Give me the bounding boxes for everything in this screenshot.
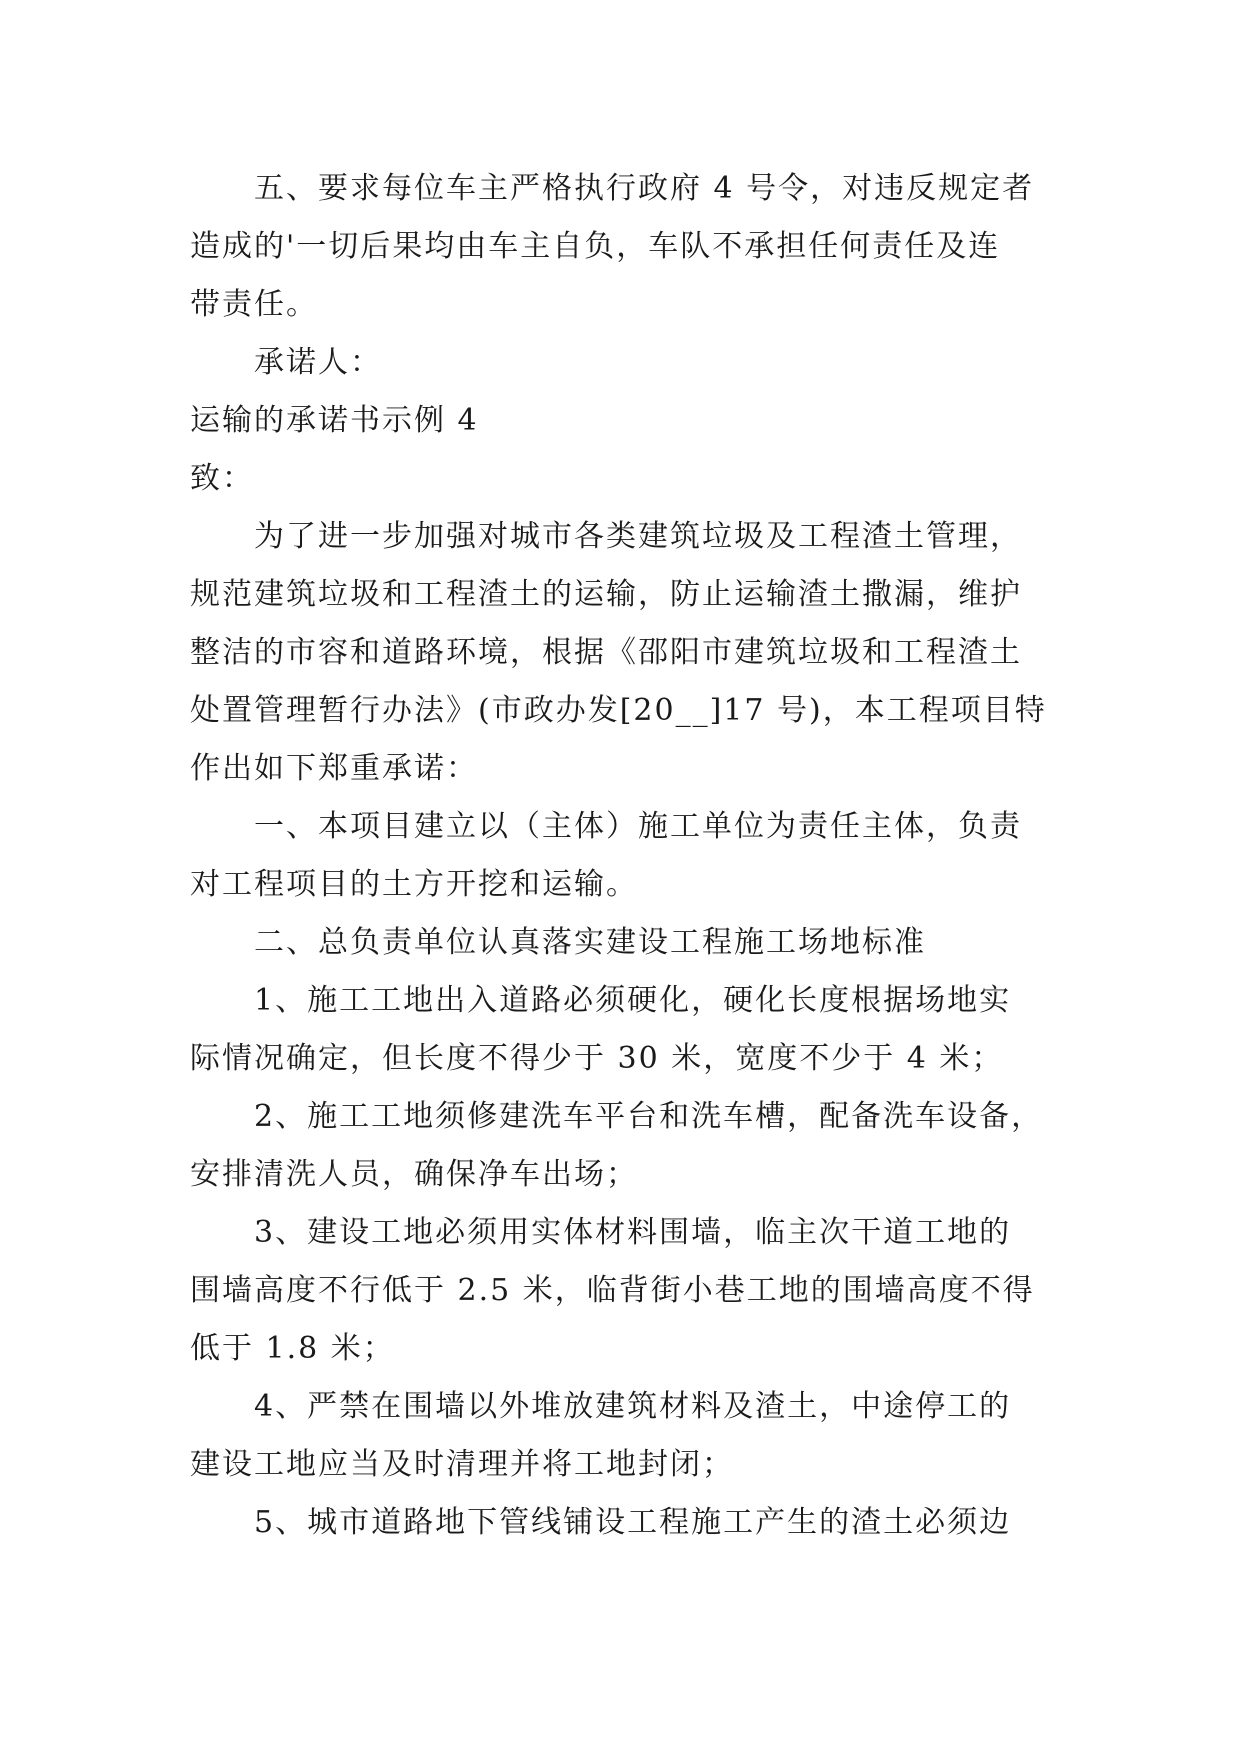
- list-item-line: 建设工地应当及时清理并将工地封闭；: [190, 1447, 734, 1482]
- list-item-line: 1、施工工地出入道路必须硬化，硬化长度根据场地实: [254, 983, 1012, 1018]
- signature-label: 承诺人：: [254, 345, 382, 380]
- list-item-line: 围墙高度不行低于 2.5 米，临背街小巷工地的围墙高度不得: [190, 1273, 1035, 1308]
- paragraph-line: 五、要求每位车主严格执行政府 4 号令，对违反规定者: [254, 171, 1035, 206]
- paragraph-line: 对工程项目的土方开挖和运输。: [190, 867, 638, 902]
- paragraph-line: 二、总负责单位认真落实建设工程施工场地标准: [254, 925, 926, 960]
- list-item-line: 际情况确定，但长度不得少于 30 米，宽度不少于 4 米；: [190, 1041, 1004, 1076]
- paragraph-line: 带责任。: [190, 287, 318, 322]
- paragraph-line: 作出如下郑重承诺：: [190, 751, 478, 786]
- paragraph-line: 一、本项目建立以（主体）施工单位为责任主体，负责: [254, 809, 1022, 844]
- paragraph-line: 整洁的市容和道路环境，根据《邵阳市建筑垃圾和工程渣土: [190, 635, 1022, 670]
- list-item-line: 5、城市道路地下管线铺设工程施工产生的渣土必须边: [254, 1505, 1012, 1540]
- paragraph-line: 处置管理暂行办法》(市政办发[20__]17 号)，本工程项目特: [190, 693, 1047, 728]
- list-item-line: 3、建设工地必须用实体材料围墙，临主次干道工地的: [254, 1215, 1012, 1250]
- document-page: [190, 160, 1050, 1552]
- list-item-line: 低于 1.8 米；: [190, 1331, 395, 1366]
- section-title: 运输的承诺书示例 4: [190, 403, 479, 438]
- list-item-line: 安排清洗人员，确保净车出场；: [190, 1157, 638, 1192]
- list-item-line: 2、施工工地须修建洗车平台和洗车槽，配备洗车设备，: [254, 1099, 1044, 1134]
- list-item-line: 4、严禁在围墙以外堆放建筑材料及渣土，中途停工的: [254, 1389, 1012, 1424]
- paragraph-line: 为了进一步加强对城市各类建筑垃圾及工程渣土管理，: [254, 519, 1022, 554]
- paragraph-line: 规范建筑垃圾和工程渣土的运输，防止运输渣土撒漏，维护: [190, 577, 1022, 612]
- salutation: 致：: [190, 461, 254, 496]
- paragraph-line: 造成的'一切后果均由车主自负，车队不承担任何责任及连: [190, 229, 1001, 264]
